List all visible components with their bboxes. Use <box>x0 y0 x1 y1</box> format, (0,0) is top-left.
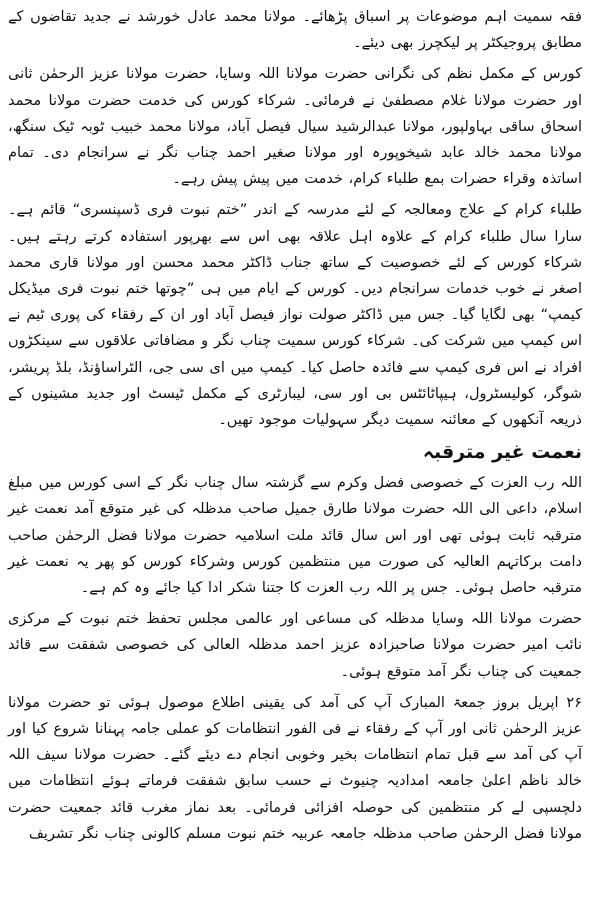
paragraph-course-management: کورس کے مکمل نظم کی نگرانی حضرت مولانا اللہ وسایا، حضرت مولانا عزیز الرحمٰن ثانی اور حضرت مولانا غلام مصطفیٰ نے فرمائی۔ شرکاء کورس کی خدمت حضرت مولانا محمد اسحاق ساقی بہاولپور، مولانا عبدالرشید سیال فیصل آباد، مولانا محمد خبیب ٹوبہ ٹیک سنگھ، مولانا محمد خالد عابد شیخوپورہ اور مولانا صغیر احمد چناب نگر نے سرانجام دی۔ تمام اساتذہ وقراء حضرات بمع طلباء کرام، خدمت میں پیش پیش رہے۔ <box>8 66 582 188</box>
paragraph-free-dispensary: طلباء کرام کے علاج ومعالجہ کے لئے مدرسہ کے اندر ”ختم نبوت فری ڈسپنسری“ قائم ہے۔ سارا سال طلباء کرام کے علاوہ اہل علاقہ بھی اس سے بھرپور استفادہ کرتے رہتے ہیں۔ شرکاء کورس کے لئے خصوصیت کے ساتھ جناب ڈاکٹر محمد محسن اور مولانا قاری محمد اصغر نے خوب خدمات سرانجام دیں۔ کورس کے ایام میں ہی ”چوتھا ختم نبوت فری میڈیکل کیمپ“ بھی لگایا گیا۔ جس میں ڈاکٹر صولت نواز فیصل آباد اور ان کے رفقاء کی پوری ٹیم نے اس کیمپ میں شرکت کی۔ شرکاء کورس سمیت چناب نگر و مضافاتی علاقوں سے سینکڑوں افراد نے اس فری کیمپ سے فائدہ حاصل کیا۔ کیمپ میں ای سی جی، الٹراساؤنڈ، بلڈ پریشر، شوگر، کولیسٹرول، ہیپاٹائٹس بی اور سی، لیبارٹری کے مکمل ٹیسٹ اور جدید مشینوں کے ذریعہ آنکھوں کے معائنہ سمیت دیگر سہولیات موجود تھیں۔ <box>8 202 582 429</box>
paragraph-course-lessons: فقہ سمیت اہم موضوعات پر اسباق پڑھائے۔ مولانا محمد عادل خورشد نے جدید تقاضوں کے مطابق پروجیکٹر پر لیکچرز بھی دیئے۔ <box>8 9 582 52</box>
section-heading: نعمت غیر مترقبہ <box>422 441 582 464</box>
paragraph-expected-visit: حضرت مولانا اللہ وسایا مدظلہ کی مساعی اور عالمی مجلس تحفظ ختم نبوت کے مرکزی نائب امیر حضرت مولانا صاحبزادہ عزیز احمد مدظلہ العالی کی خصوصی شفقت سے قائد جمعیت کی چناب نگر آمد متوقع ہوئی۔ <box>8 611 582 680</box>
paragraph-unexpected-blessing: اللہ رب العزت کے خصوصی فضل وکرم سے گزشتہ سال چناب نگر کے اسی کورس میں مبلغ اسلام، داعی الی اللہ حضرت مولانا طارق جمیل صاحب مدظلہ کی غیر متوقع آمد نعمت غیر مترقبہ ثابت ہوئی تھی اور اس سال قائد ملت اسلامیہ حضرت مولانا فضل الرحمٰن صاحب دامت برکاتہم العالیہ کی صورت میں منتظمین کورس وشرکاء کورس کو پھر یہ نعمت غیر مترقبہ حاصل ہوئی۔ جس پر اللہ رب العزت کا جتنا شکر ادا کیا جائے وہ کم ہے۔ <box>8 475 582 597</box>
paragraph-arrival-arrangements: ۲۶ اپریل بروز جمعۃ المبارک آپ کی آمد کی یقینی اطلاع موصول ہوئی تو حضرت مولانا عزیز الرحمٰن ثانی اور آپ کے رفقاء نے فی الفور انتظامات کو عملی جامہ پہنانا شروع کیا اور آپ کی آمد سے قبل تمام انتظامات بخیر وخوبی انجام دے دیئے گئے۔ حضرت مولانا سیف اللہ خالد ناظم اعلیٰ جامعہ امدادیہ چنیوٹ نے حسب سابق شفقت فرماتے ہوئے انتظامات میں دلچسپی لے کر منتظمین کی حوصلہ افزائی فرمائی۔ بعد نماز مغرب قائد جمعیت حضرت مولانا فضل الرحمٰن صاحب مدظلہ جامعہ عربیہ ختم نبوت مسلم کالونی چناب نگر تشریف <box>8 694 582 842</box>
